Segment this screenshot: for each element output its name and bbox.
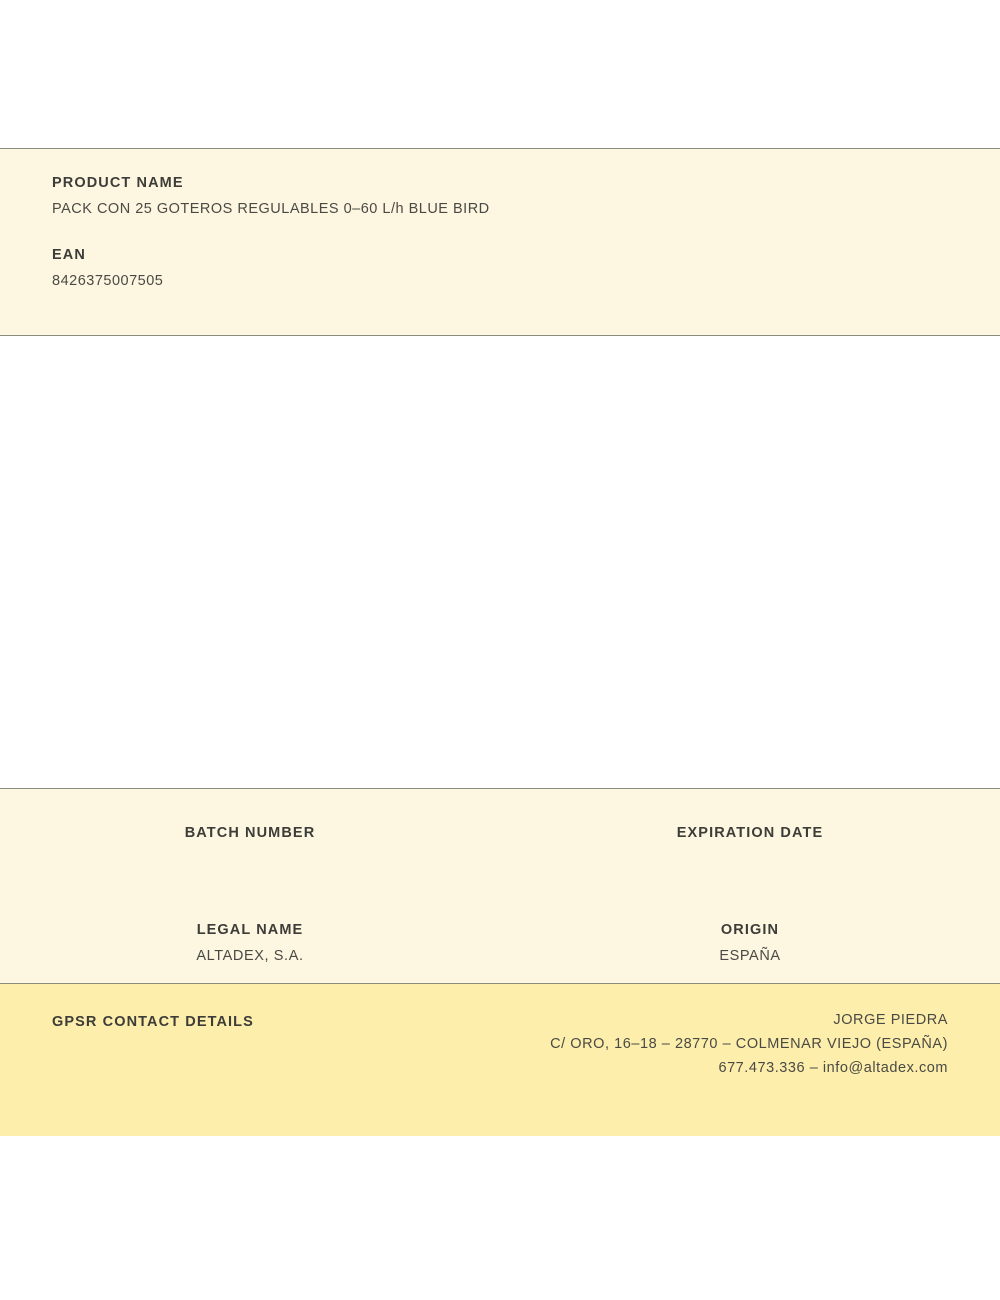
expiration-date-label: EXPIRATION DATE — [676, 825, 824, 841]
batch-number-cell — [0, 825, 500, 868]
batch-row-top — [0, 789, 1000, 868]
batch-number-label: BATCH NUMBER — [184, 825, 316, 841]
field-spacer — [52, 217, 948, 247]
origin-value: ESPAÑA — [719, 948, 781, 964]
product-info-inner — [0, 149, 1000, 289]
legal-name-cell — [0, 922, 500, 965]
legal-name-value: ALTADEX, S.A. — [196, 948, 304, 964]
gpsr-details — [550, 1012, 948, 1076]
batch-info-block — [0, 788, 1000, 984]
expiration-date-cell — [500, 825, 1000, 868]
product-name-value: PACK CON 25 GOTEROS REGULABLES 0–60 L/h BLUE BIRD — [52, 201, 490, 217]
origin-cell — [500, 922, 1000, 965]
batch-row-bottom — [0, 868, 1000, 965]
gpsr-address: C/ ORO, 16–18 – 28770 – COLMENAR VIEJO (ESPAÑA) — [550, 1036, 948, 1052]
product-info-block — [0, 148, 1000, 336]
product-name-label: PRODUCT NAME — [52, 175, 184, 191]
gpsr-phone-email: 677.473.336 – info@altadex.com — [718, 1060, 948, 1076]
gpsr-contact-block — [0, 984, 1000, 1136]
batch-number-value — [0, 851, 500, 868]
blank-middle-area — [0, 336, 1000, 788]
blank-bottom-area — [0, 1136, 1000, 1300]
ean-value: 8426375007505 — [52, 273, 164, 289]
expiration-date-value — [500, 851, 1000, 868]
origin-label: ORIGIN — [720, 922, 780, 938]
legal-name-label: LEGAL NAME — [196, 922, 304, 938]
gpsr-title: GPSR CONTACT DETAILS — [52, 1014, 254, 1030]
gpsr-contact-name: JORGE PIEDRA — [833, 1012, 948, 1028]
ean-label: EAN — [52, 247, 86, 263]
